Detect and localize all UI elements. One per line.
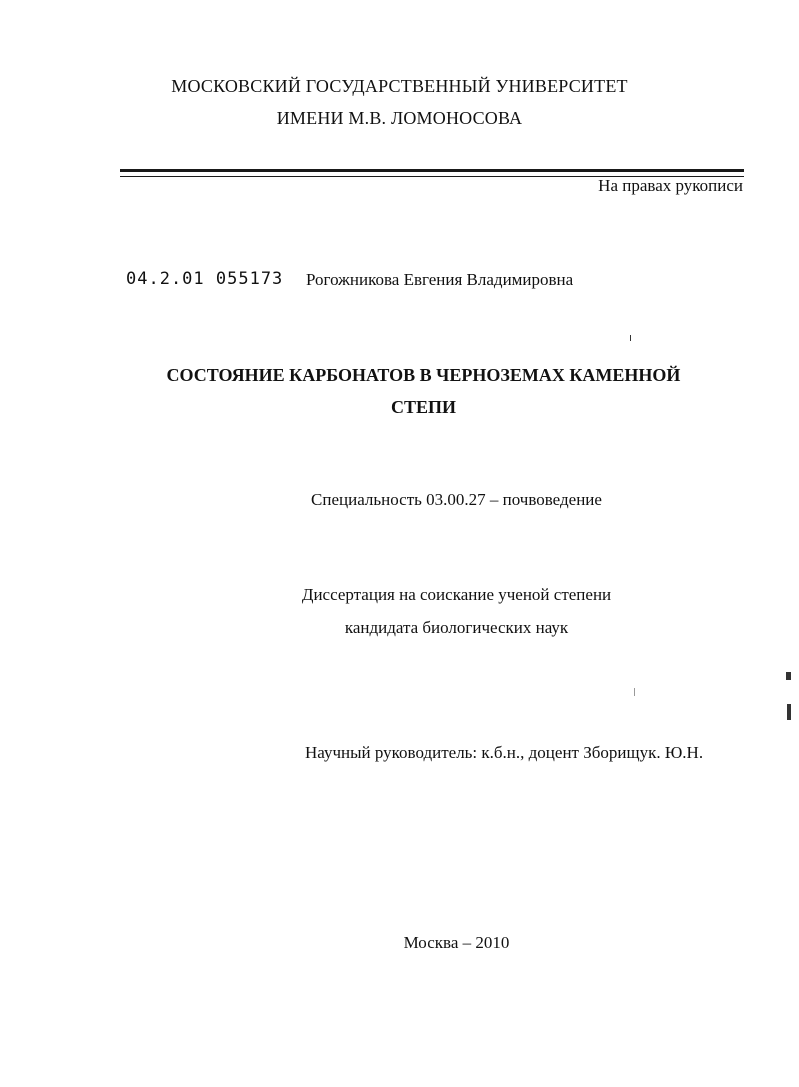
scan-speck [630, 335, 631, 341]
scan-speck [786, 672, 791, 680]
degree-line1: Диссертация на соискание ученой степени [301, 585, 612, 604]
registry-code-stamp: 04.2.01 055173 [126, 269, 284, 289]
dissertation-title-line2: СТЕПИ [390, 397, 456, 417]
scan-speck [787, 704, 791, 720]
dissertation-title-line1: СОСТОЯНИЕ КАРБОНАТОВ В ЧЕРНОЗЕМАХ КАМЕННОЙ [166, 365, 681, 385]
degree-line2: кандидата биологических наук [344, 618, 569, 637]
scientific-supervisor: Научный руководитель: к.б.н., доцент Зборищук. Ю.Н. [305, 743, 704, 762]
author-name: Рогожникова Евгения Владимировна [306, 270, 574, 289]
university-name-line1: МОСКОВСКИЙ ГОСУДАРСТВЕННЫЙ УНИВЕРСИТЕТ [171, 76, 628, 96]
scan-speck [634, 688, 635, 696]
city-year: Москва – 2010 [403, 933, 510, 952]
manuscript-rights-note: На правах рукописи [598, 176, 743, 195]
university-name-line2: ИМЕНИ М.В. ЛОМОНОСОВА [276, 108, 523, 128]
header-rule-thick [120, 169, 744, 172]
specialty-line: Специальность 03.00.27 – почвоведение [311, 490, 602, 509]
